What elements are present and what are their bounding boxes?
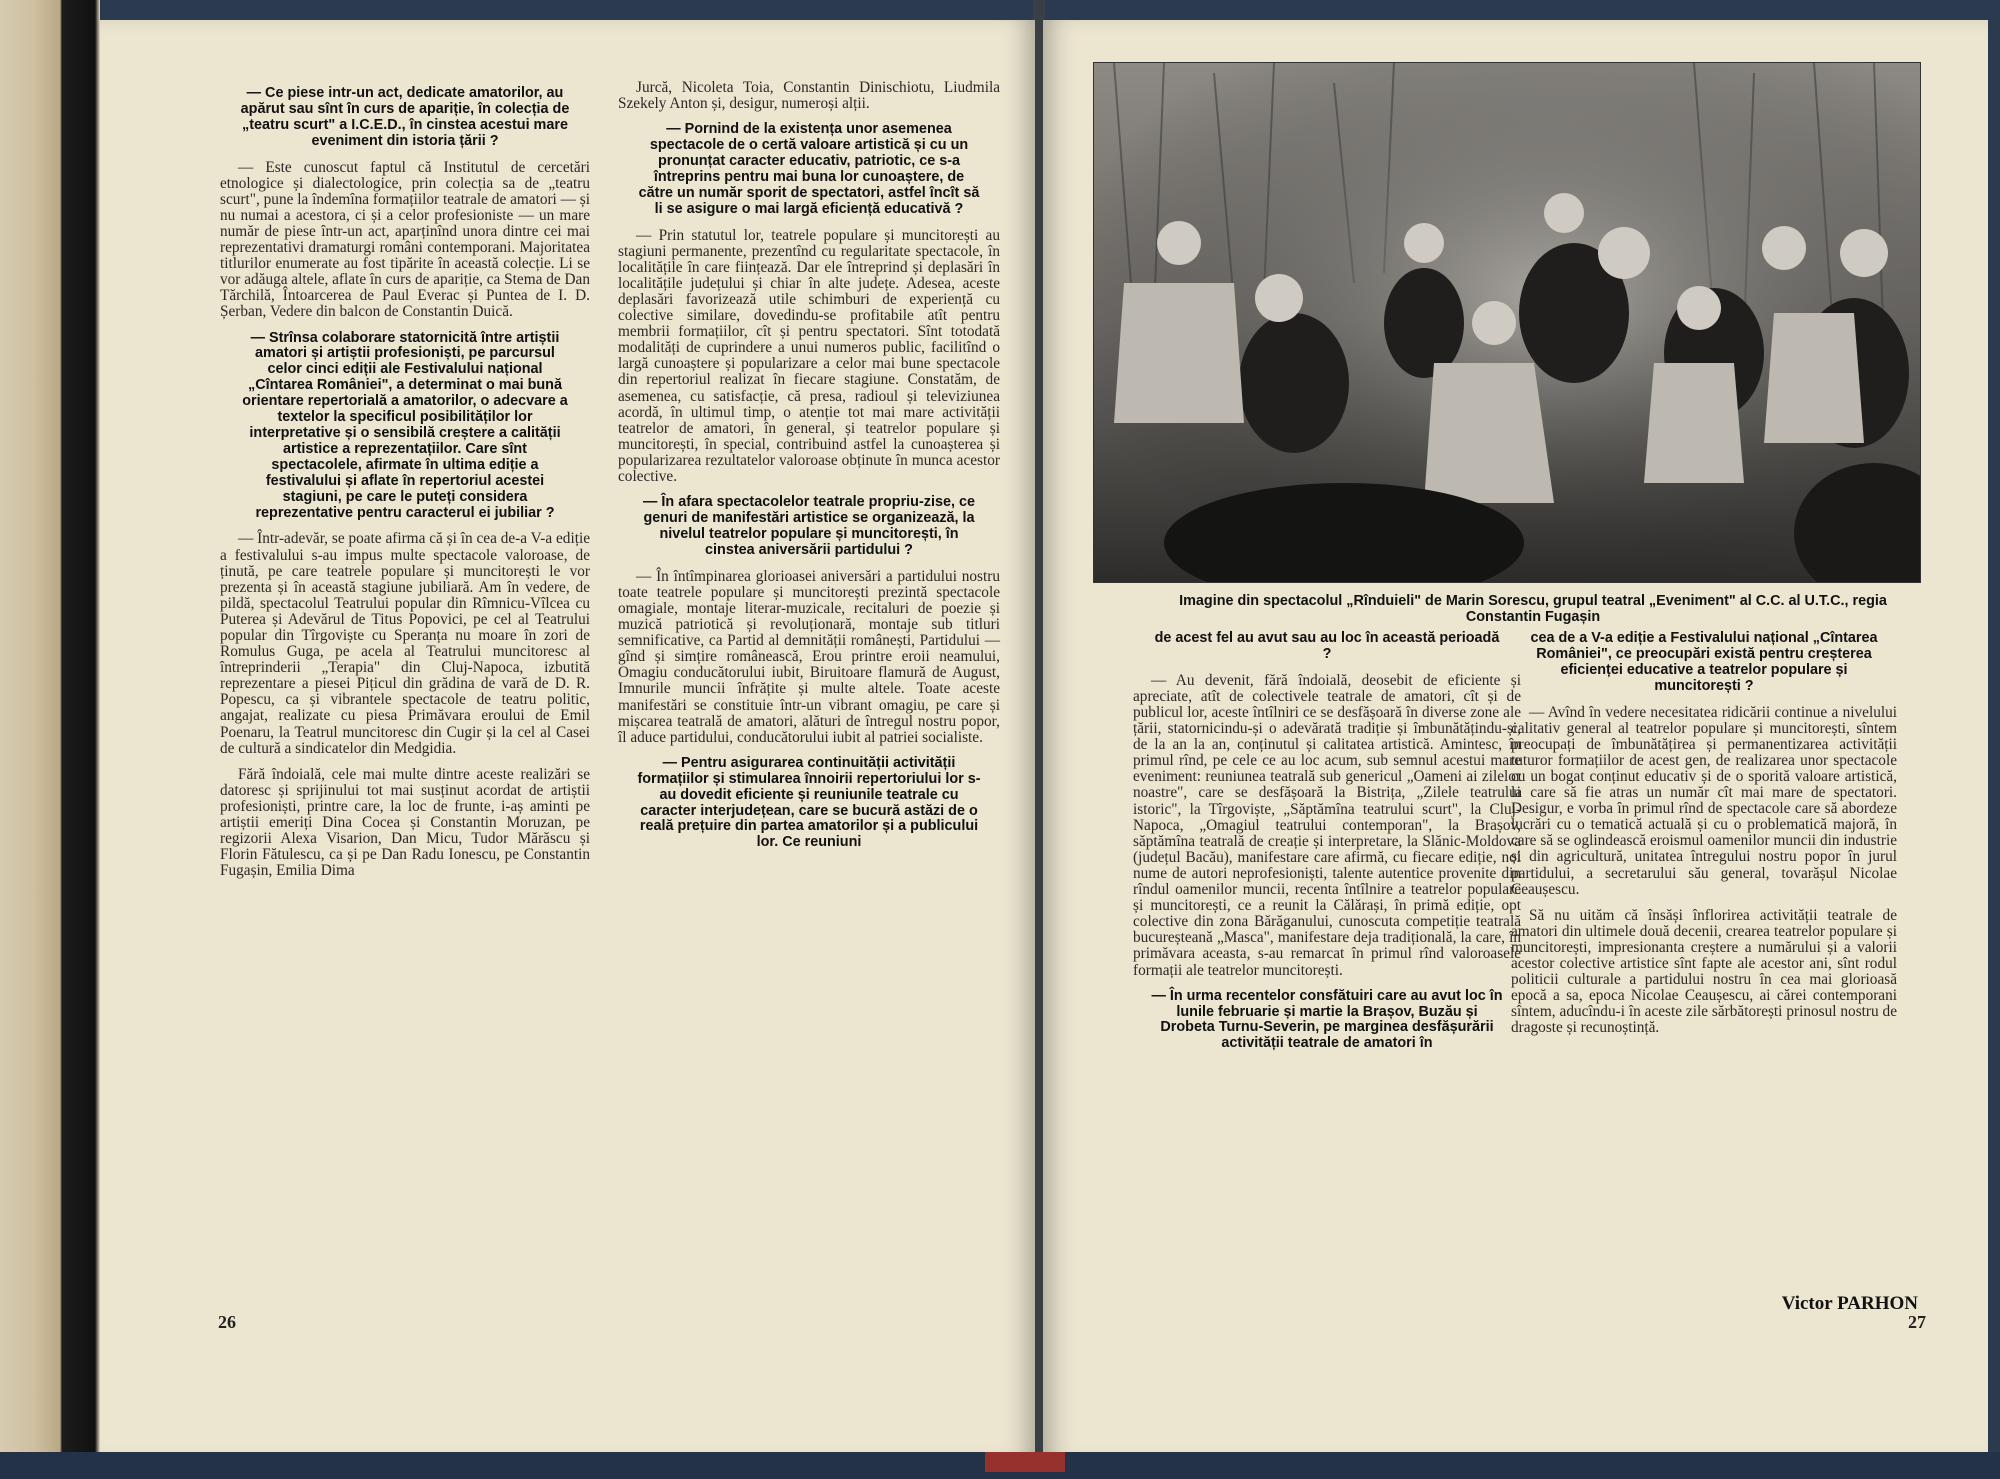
- interview-answer: — Prin statutul lor, teatrele populare și muncitorești au stagiuni permanente, prezentînd cu regularitate spectacole, în localitățile în care ființează. Dar ele întreprind și deplasări în localitățile județului și chiar în alte județe. Adesea, aceste deplasări favorizează utile schimburi de experiență cu colective similare, dovedindu-se profitabile atît pentru membrii formațiilor, cît și pentru spectatori. Sînt totodată modalități de cuprindere a unui numeros public, facilitînd o largă cunoaștere și popularizare a celor mai bune spectacole din repertoriul realizat în fiecare stagiune. Constatăm, de asemenea, cu satisfacție, că presa, radioul și televiziunea acordă, în ultimul timp, o atenție tot mai mare activității teatrelor de amatori, în general, și teatrelor populare și muncitorești, în special, contribuind astfel la cunoașterea și popularizarea rezultatelor valoroase obținute în munca acestor colective.: [618, 226, 1000, 486]
- interview-question: — Pentru asigurarea continuității activității formațiilor și stimularea înnoirii repertoriului lor s-au dovedit eficiente și reuniunile teatrale cu caracter interjudețean, care se bucură astăzi de o reală prețuire din partea amatorilor și a publicului lor. Ce reuniuni: [637, 754, 981, 851]
- interview-question: — Strînsa colaborare statornicită între artiștii amatori și artiștii profesioniști, pe parcursul celor cinci ediții ale Festivalului național „Cîntarea României", a determinat o mai bună orientare repertorială a amatorilor, o adecvare a textelor la specificul posibilităților lor interpretative și o sensibilă creștere a calității artistice a reprezentațiilor. Care sînt spectacolele, afirmate în ultima ediție a festivalului și aflate în repertoriul acestei stagiuni, pe care le puteți considera reprezentative pentru caracterul ei jubiliar ?: [242, 329, 568, 521]
- theatre-photo: [1093, 62, 1921, 583]
- left-column-1: [220, 80, 590, 889]
- interview-answer: Fără îndoială, cele mai multe dintre aceste realizări se datoresc și sprijinului tot mai susținut acordat de artiștii profesioniști, printre care, la loc de frunte, i-aș aminti pe artiștii emeriți Dina Cocea și Constantin Moruzan, pe regizorii Alexa Visarion, Dan Micu, Tudor Mărăscu și Florin Fătulescu, ca și pe Dan Radu Ionescu, pe Constantin Fugașin, Emilia Dima: [220, 765, 590, 880]
- book-spine: [0, 0, 100, 1479]
- interview-question: — Pornind de la existența unor asemenea spectacole de o certă valoare artistică și cu un pronunțat caracter educativ, patriotic, ce s-a întreprins pentru mai buna lor cunoaștere, de către un număr sporit de spectatori, astfel încît să li se asigure o mai largă eficiență educativă ?: [638, 121, 980, 217]
- photo-caption: Imagine din spectacolul „Rînduieli" de Marin Sorescu, grupul teatral „Eveniment" al C.C. al U.T.C., regia Constantin Fugașin: [1179, 593, 1887, 625]
- right-column-2: [1511, 625, 1897, 1047]
- interview-answer: — Au devenit, fără îndoială, deosebit de eficiente și apreciate, atît de colectivele teatrale de amatori, cît și de publicul lor, aceste întîlniri ce se desfășoară în diverse zone ale țării, statornicindu-și o adevărată tradiție și îmbunătățindu-și, de la an la an, conținutul și calitatea artistică. Amintesc, în primul rînd, pe cele ce au loc acum, sub semnul acestui mare eveniment: reuniunea teatrală sub genericul „Oameni ai zilelor noastre", care se desfășoară la Bistrița, „Zilele teatrului istoric", la Tîrgoviște, „Săptămîna teatrului scurt", la Cluj-Napoca, „Omagiul teatrului contemporan", la Brașov, săptămîna teatrală de creație și interpretare, la Slănic-Moldova (județul Bacău), manifestare care afirmă, cu fiecare ediție, noi nume de autori neprofesioniști, talente autentice provenite din rîndul oamenilor muncii, recenta întîlnire a teatrelor populare și muncitorești, ce a reunit la Călărași, în primă ediție, opt colective din zona Bărăganului, cunoscuta competiție teatrală bucureșteană „Masca", manifestare deja tradițională, la care, în primăvara aceasta, s-au remarcat în primul rînd valoroasele formații ale teatrelor muncitorești.: [1133, 671, 1521, 979]
- page-number-left: 26: [218, 1312, 236, 1332]
- page-number-right: 27: [1908, 1312, 1926, 1332]
- interview-answer: — Avînd în vedere necesitatea ridicării continue a nivelului calitativ general al teatrelor populare și muncitorești, sîntem preocupați de îmbunătățirea și permanentizarea activității tuturor formațiilor de acest gen, de realizarea unor spectacole cu un bogat conținut educativ și de o sporită valoare artistică, la care să fie atras un număr cît mai mare de spectatori. Desigur, e vorba în primul rînd de spectacole care să abordeze lucrări cu o tematică actuală și cu o problematică majoră, în care să se oglindească eroismul oamenilor muncii din industrie și din agricultură, unitatea întregului nostru popor în jurul partidului, a secretarului său general, tovarășul Nicolae Ceaușescu.: [1511, 703, 1897, 898]
- right-page: [1043, 20, 1988, 1460]
- left-page: [100, 20, 1035, 1460]
- interview-answer: — Într-adevăr, se poate afirma că și în cea de-a V-a ediție a festivalului s-au impus multe spectacole valoroase, de ținută, pe care teatrele populare și muncitorești le vor prezenta și în această stagiune jubiliară. Am în vedere, de pildă, spectacolul Teatrului popular din Rîmnicu-Vîlcea cu Puterea și Adevărul de Titus Popovici, pe cel al Teatrului popular din Tîrgoviște cu Speranța nu moare în zori de Romulus Guga, pe acela al Teatrului muncitoresc al întreprinderii „Terapia" din Cluj-Napoca, izbutită reprezentare a piesei Pițicul din grădina de vară de D. R. Popescu, ca și vibrantele spectacole de teatru politic, angajat, realizate cu piesa Primăvara eroului de Emil Poenaru, la Teatrul muncitoresc din Cugir și la cel al Casei de cultură a sindicatelor din Medgidia.: [220, 530, 590, 757]
- interview-question: — În urma recentelor consfătuiri care au avut loc în lunile februarie și martie la Brașov, Buzău și Drobeta Turnu-Severin, pe marginea desfășurării activității teatrale de amatori în: [1151, 987, 1503, 1052]
- interview-answer: Să nu uităm că însăși înflorirea activității teatrale de amatori din ultimele două decenii, crearea teatrelor populare și muncitorești, impresionanta creștere a numărului și a valorii acestor colective artistice sînt fapte ale acestor ani, sînt rodul politicii culturale a partidului nostru în cea mai glorioasă epocă a sa, epoca Nicolae Ceaușescu, ai cărei contemporani sîntem, aducîndu-i în aceste zile sărbătorești prinosul nostru de dragoste și recunoștință.: [1511, 906, 1897, 1037]
- interview-question: cea de a V-a ediție a Festivalului național „Cîntarea României", ce preocupări există pentru creșterea eficienței educative a teatrelor populare și muncitorești ?: [1530, 630, 1878, 694]
- interview-question: de acest fel au avut sau au loc în această perioadă ?: [1154, 630, 1500, 662]
- interview-question: — În afara spectacolelor teatrale propriu-zise, ce genuri de manifestări artistice se organizează, la nivelul teatrelor populare și muncitorești, în cinstea aniversării partidului ?: [643, 494, 975, 558]
- left-column-2: [618, 80, 1000, 861]
- interview-question: — Ce piese intr-un act, dedicate amatorilor, au apărut sau sînt în curs de apariție, în colecția de „teatru scurt" a I.C.E.D., în cinstea acestui mare eveniment din istoria țării ?: [240, 85, 570, 149]
- interview-answer: — Este cunoscut faptul că Institutul de cercetări etnologice și dialectologice, prin colecția sa de „teatru scurt", pune la îndemîna formațiilor teatrale de amatori — și nu numai a acestora, ci și a celor profesioniste — un mare număr de piese într-un act, aparținînd unora dintre cei mai reprezentativi dramaturgi români contemporani. Majoritatea titlurilor enumerate au fost tipărite în această colecție. Li se vor adăuga altele, aflate în curs de apariție, ca Stema de Dan Tărchilă, Întoarcerea de Paul Everac și Puntea de I. D. Șerban, Vedere din balcon de Constantin Duică.: [220, 158, 590, 321]
- author-signature: Victor PARHON: [1781, 1293, 1918, 1314]
- interview-answer: — În întîmpinarea glorioasei aniversări a partidului nostru toate teatrele populare și muncitorești prezintă spectacole omagiale, montaje literar-muzicale, recitaluri de poezie și muzică patriotică și revoluționară, montaje sub titluri semnificative, ca Partid al demnității românești, Partidului — gînd și simțire românească, Erou printre eroii neamului, Omagiu conducătorului iubit, Biruitoare flamură de August, Imnurile muncii înfrățite și multe altele. Toate aceste manifestări se constituie într-un vibrant omagiu, pe care și mișcarea teatrală de amatori, alături de întregul nostru popor, îl aduce partidului, conducătorului iubit al patriei socialiste.: [618, 567, 1000, 746]
- right-column-1: [1133, 625, 1521, 1062]
- interview-answer: Jurcă, Nicoleta Toia, Constantin Dinischiotu, Liudmila Szekely Anton și, desigur, numeroși alții.: [618, 79, 1000, 113]
- library-stamp: [985, 1452, 1065, 1472]
